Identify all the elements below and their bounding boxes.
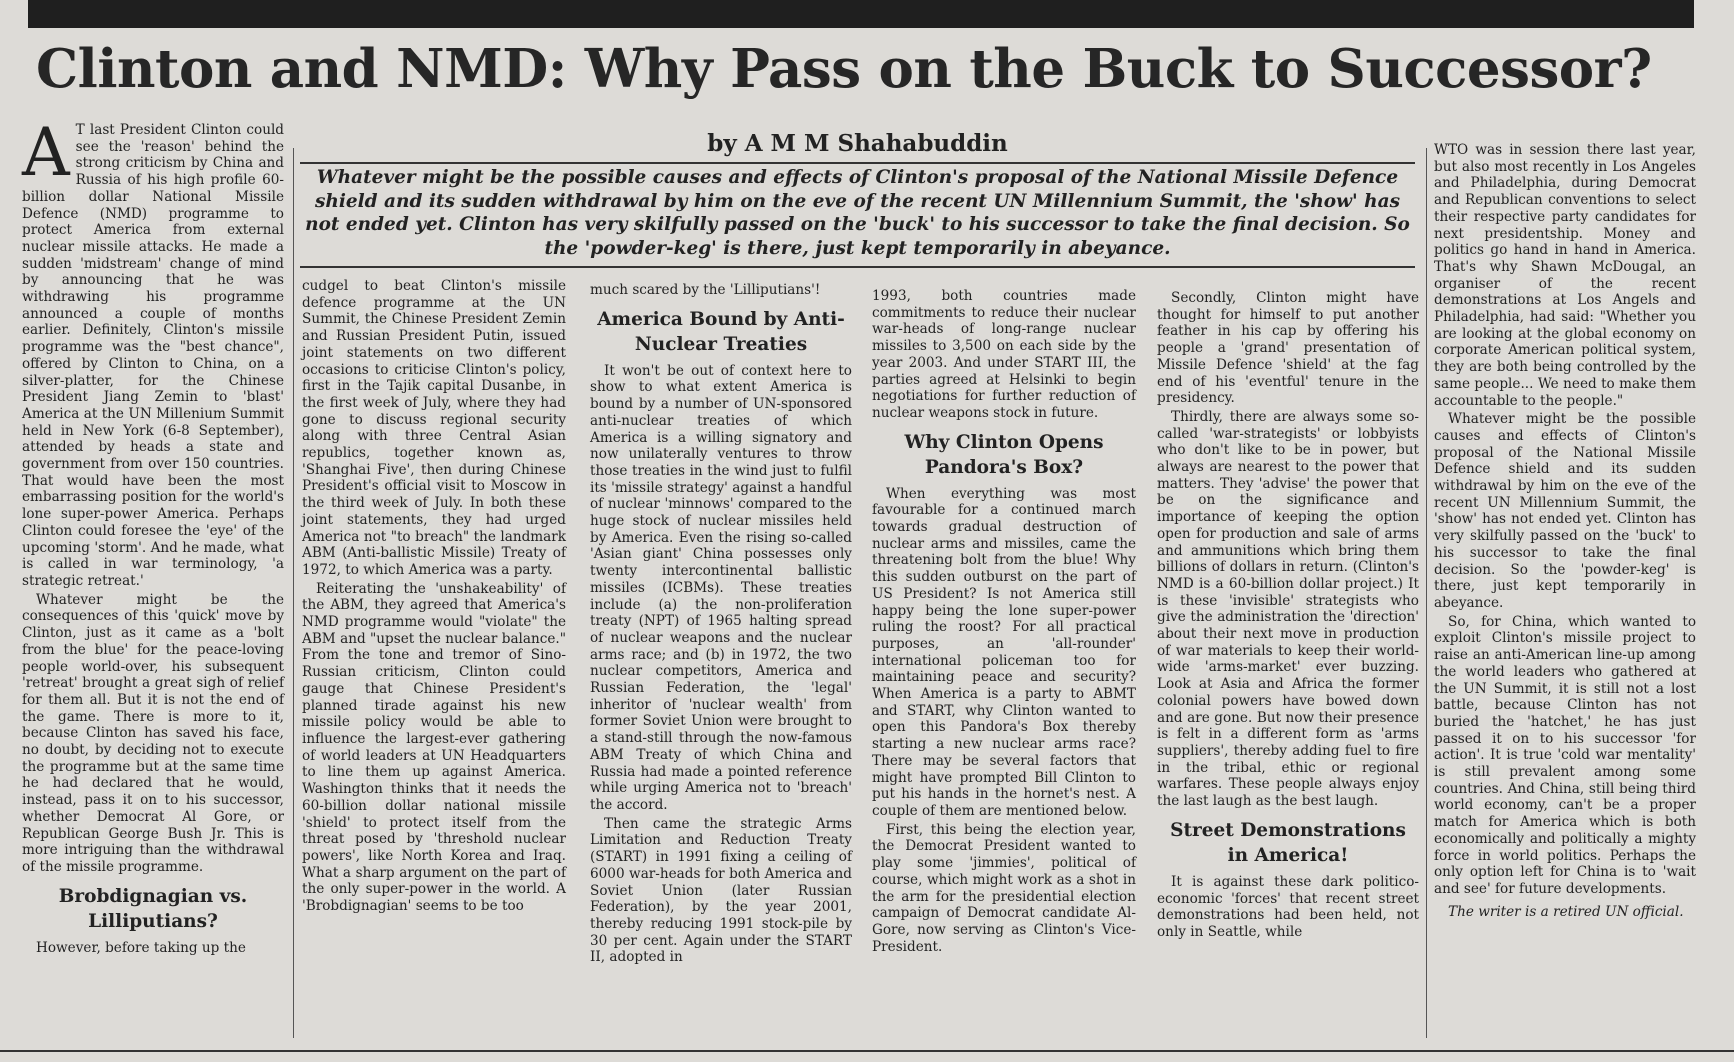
bottom-rule: [0, 1050, 1734, 1052]
byline: by A M M Shahabuddin: [707, 130, 1008, 157]
paragraph: 1993, both countries made commitments to reduce their nuclear war-heads of long-range nuclear missiles to 3,500 on each side by the year 2003. And under START III, the parties agreed at Helsinki to begin negotiations for further reduction of nuclear weapons stock in future.: [872, 288, 1136, 421]
paragraph: However, before taking up the: [36, 939, 246, 956]
paragraph: When everything was most favourable for a continued march towards gradual destruction of nuclear arms and missiles, came the threatening bolt from the blue! Why this sudden outburst on the part of US President? Is not America still happy being the lone super-power ruling the roost? For all practical purposes, an 'all-rounder' international policeman too for maintaining peace and security? When America is a party to ABMT and START, why Clinton wanted to open this Pandora's Box thereby starting a new nuclear arms race? There may be several factors that might have prompted Bill Clinton to put his hands in the hornet's nest. A couple of them are mentioned below.: [872, 485, 1136, 819]
paragraph: So, for China, which wanted to exploit Clinton's missile project to raise an anti-American line-up among the world leaders who gathered at the UN Summit, it is still not a lost battle, because Clinton has not buried the 'hatchet,' he has just passed it on to his successor 'for action'. It is true 'cold war mentality' is still prevalent among some countries. And China, still being third world economy, can't be a proper match for America which is both economically and politically a mighty force in world politics. Perhaps the only option left for China is to 'wait and see' for future developments.: [1434, 613, 1696, 897]
column-divider: [293, 148, 294, 1038]
summary-bottom-rule: [300, 266, 1415, 268]
column-1: [22, 114, 284, 958]
paragraph: Reiterating the 'unshakeability' of the ABM, they agreed that America's NMD programme would "violate" the ABM and "upset the nuclear balance." From the tone and tremor of Sino-Russian criticism, Clinton could gauge that Chinese President's planned tirade against his new missile policy would be able to influence the largest-ever gathering of world leaders at UN Headquarters to line them up against America. Washington thinks that it needs the 60-billion dollar national missile 'shield' to protect itself from the threat posed by 'threshold nuclear powers', like North Korea and Iraq. What a sharp argument on the part of the only super-power in the world. A 'Brobdignagian' seems to be too: [302, 580, 566, 915]
column-5: [1157, 290, 1419, 943]
top-black-bar: [28, 0, 1694, 28]
column-divider: [1426, 148, 1427, 1038]
paragraph: It won't be out of context here to show to what extent America is bound by a number of UN-sponsored anti-nuclear treaties of which America is a willing signatory and now unilaterally ventures to throw those treaties in the wind just to fulfil its 'missile strategy' against a handful of nuclear 'minnows' compared to the huge stock of nuclear missiles held by America. Even the rising so-called 'Asian giant' China possesses only twenty intercontinental ballistic missiles (ICBMs). These treaties include (a) the non-proliferation treaty (NPT) of 1965 halting spread of nuclear weapons and the nuclear arms race; and (b) in 1972, the two nuclear competitors, America and Russian Federation, the 'legal' inheritor of 'nuclear wealth' from former Soviet Union were brought to a stand-still through the now-famous ABM Treaty of which China and Russia had made a pointed reference while urging America not to 'breach' the accord.: [590, 362, 852, 813]
paragraph: much scared by the 'Lilliputians'!: [590, 282, 821, 298]
author-note: The writer is a retired UN official.: [1448, 903, 1684, 920]
summary-top-rule: [300, 162, 1415, 164]
subheading: Brobdignagian vs. Lilliputians?: [58, 885, 248, 932]
paragraph: cudgel to beat Clinton's missile defence programme at the UN Summit, the Chinese President Zemin and Russian President Putin, issued joint statements on two different occasions to criticise Clinton's policy, first in the Tajik capital Dusanbe, in the first week of July, where they had gone to discuss regional security along with three Central Asian republics, together known as, 'Shanghai Five', then during Chinese President's official visit to Moscow in the third week of July. In both these joint statements, they had urged America not "to breach" the landmark ABM (Anti-ballistic Missile) Treaty of 1972, to which America was a party.: [302, 278, 566, 578]
column-4: [872, 288, 1136, 957]
paragraph: Then came the strategic Arms Limitation and Reduction Treaty (START) in 1991 fixing a ceiling of 6000 war-heads for both America and Soviet Union (later Russian Federation), by the year 2001, thereby reducing 1991 stock-pile by 30 per cent. Again under the START II, adopted in: [590, 815, 852, 966]
column-2: [302, 278, 566, 917]
column-6: [1434, 142, 1696, 922]
headline: Clinton and NMD: Why Pass on the Buck to Successor?: [36, 38, 1652, 100]
subheading: Why Clinton Opens Pandora's Box?: [904, 431, 1104, 478]
paragraph: Whatever might be the possible causes and effects of Clinton's proposal of the National Missile Defence shield and its sudden withdrawal by him on the eve of the recent UN Millennium Summit, the 'show' has not ended yet. Clinton has very skilfully passed on the 'buck' to his successor to take the final decision. So the 'powder-keg' is there, just kept temporarily in abeyance.: [1434, 411, 1696, 611]
subheading: Street Demonstrations in America!: [1170, 819, 1406, 866]
paragraph: Whatever might be the consequences of this 'quick' move by Clinton, just as it came as a 'bolt from the blue' for the peace-loving people world-over, his subsequent 'retreat' brought a great sigh of relief for them all. But it is not the end of the game. There is more to it, because Clinton has saved his face, no doubt, by deciding not to execute the programme but at the same time he had declared that he would, instead, pass it on to his successor, whether Democrat Al Gore, or Republican George Bush Jr. This is more intriguing than the withdrawal of the missile programme.: [22, 591, 284, 875]
paragraph: First, this being the election year, the Democrat President wanted to play some 'jimmies', political of course, which might work as a shot in the arm for the presidential election campaign of Democrat candidate Al-Gore, now serving as Clinton's Vice-President.: [872, 821, 1136, 955]
drop-cap: A: [22, 114, 70, 191]
paragraph: Secondly, Clinton might have thought for himself to put another feather in his cap by offering his people a 'grand' presentation of Missile Defence 'shield' at the fag end of his 'eventful' tenure in the presidency.: [1157, 290, 1419, 407]
subheading: America Bound by Anti-Nuclear Treaties: [597, 308, 845, 355]
paragraph: Thirdly, there are always some so-called 'war-strategists' or lobbyists who don't like to be in power, but always are nearest to the power that matters. They 'advise' the power that be on the significance and importance of keeping the option open for production and sale of arms and ammunitions which bring them billions of dollars in return. (Clinton's NMD is a 60-billion dollar project.) It is these 'invisible' strategists who give the administration the 'direction' about their next move in production of war materials to keep their world-wide 'arms-market' ever buzzing. Look at Asia and Africa the former colonial powers have bowed down and are gone. But now their presence is felt in a different form as 'arms suppliers', thereby adding fuel to fire in the tribal, ethic or regional warfares. These people always enjoy the last laugh as the best laugh.: [1157, 408, 1419, 810]
column-3: [590, 282, 852, 968]
paragraph: WTO was in session there last year, but also most recently in Los Angeles and Philadelphia, during Democrat and Republican conventions to select their respective party candidates for next presidentship. Money and politics go hand in hand in America. That's why Shawn McDougal, an organiser of the recent demonstrations at Los Angels and Philadelphia, had said: "Whether you are looking at the global economy on corporate American political system, they are both being controlled by the same people... We need to make them accountable to the people.": [1434, 142, 1696, 409]
summary-deck: Whatever might be the possible causes and effects of Clinton's proposal of the National Missile Defence shield and its sudden withdrawal by him on the eve of the recent UN Millennium Summit, the 'show' has not ended yet. Clinton has very skilfully passed on the 'buck' to his successor to take the final decision. So the 'powder-keg' is there, just kept temporarily in abeyance.: [305, 167, 1410, 259]
paragraph: It is against these dark politico-economic 'forces' that recent street demonstrations had been held, not only in Seattle, while: [1157, 873, 1419, 940]
paragraph: A T last President Clinton could see the 'reason' behind the strong criticism by China and Russia of his high profile 60-billion dollar National Missile Defence (NMD) programme to protect America from external nuclear missile attacks. He made a sudden 'midstream' change of mind by announcing that he was withdrawing his programme announced a couple of months earlier. Definitely, Clinton's missile programme was the "best chance", offered by Clinton to China, on a silver-platter, for the Chinese President Jiang Zemin to 'blast' America at the UN Millenium Summit held in New York (6-8 September), attended by heads a state and government from over 150 countries. That would have been the most embarrassing position for the world's lone super-power America. Perhaps Clinton could foresee the 'eye' of the upcoming 'storm'. And he made, what is called in war terminology, 'a strategic retreat.': [22, 114, 284, 589]
